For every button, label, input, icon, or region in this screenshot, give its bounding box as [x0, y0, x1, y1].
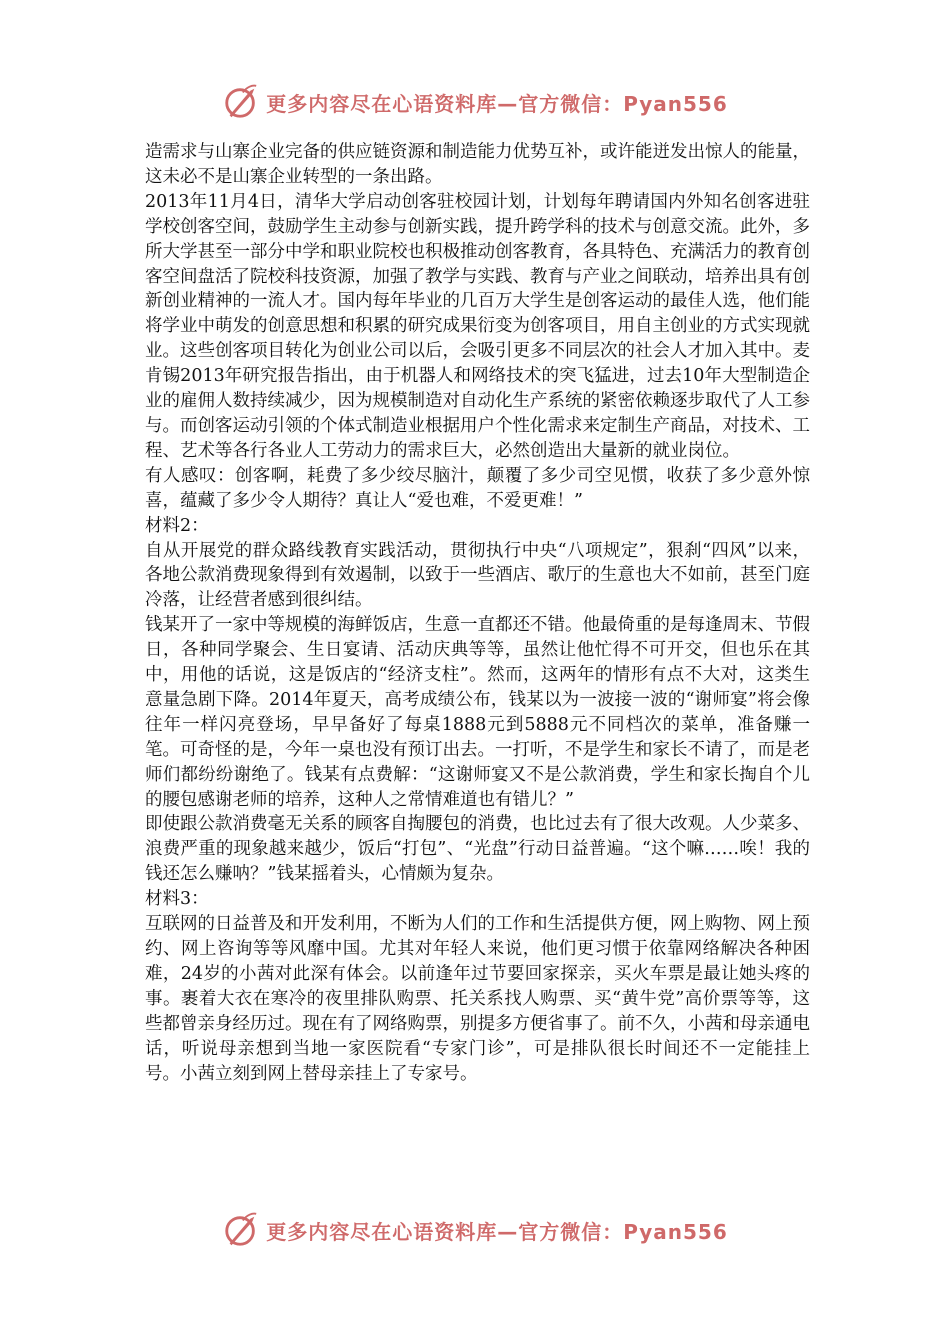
paragraph: 即使跟公款消费毫无关系的顾客自掏腰包的消费，也比过去有了很大改观。人少菜多、浪费严重的现象越来越少，饭后“打包”、“光盘”行动日益普遍。“这个嘛……唉！我的钱还怎么赚呐？”钱某摇着头，心情颇为复杂。: [145, 814, 810, 885]
header-banner-text: 更多内容尽在心语资料库—官方微信：Pyan556: [266, 91, 728, 116]
paragraph: 钱某开了一家中等规模的海鲜饭店，生意一直都还不错。他最倚重的是每逢周末、节假日，各种同学聚会、生日宴请、活动庆典等等，虽然让他忙得不可开交，但也乐在其中，用他的话说，这是饭店的“经济支柱”。然而，这两年的情形有点不大对，这类生意量急剧下降。2014年夏天，高考成绩公布，钱某以为一波接一波的“谢师宴”将会像往年一样闪亮登场，早早备好了每桌1888元到5888元不同档次的菜单，准备赚一笔。可奇怪的是，今年一桌也没有预订出去。一打听，不是学生和家长不请了，而是老师们都纷纷谢绝了。钱某有点费解：“这谢师宴又不是公款消费，学生和家长掏自个儿的腰包感谢老师的培养，这种人之常情难道也有错儿？”: [145, 615, 810, 810]
paragraph: 自从开展党的群众路线教育实践活动，贯彻执行中央“八项规定”，狠刹“四风”以来，各地公款消费现象得到有效遏制，以致于一些酒店、歌厅的生意也大不如前，甚至门庭冷落，让经营者感到很纠结。: [145, 540, 810, 611]
header-banner: [0, 80, 950, 124]
document-body: [145, 140, 810, 1086]
footer-banner-text: 更多内容尽在心语资料库—官方微信：Pyan556: [266, 1219, 728, 1244]
footer-banner: [0, 1208, 950, 1252]
paragraph: 有人感叹：创客啊，耗费了多少绞尽脑汁，颠覆了多少司空见惯，收获了多少意外惊喜，蕴藏了多少令人期待？真让人“爱也难，不爱更难！”: [145, 465, 810, 511]
paragraph: 互联网的日益普及和开发利用，不断为人们的工作和生活提供方便，网上购物、网上预约、网上咨询等等风靡中国。尤其对年轻人来说，他们更习惯于依靠网络解决各种困难，24岁的小茜对此深有体会。以前逢年过节要回家探亲，买火车票是最让她头疼的事。裹着大衣在寒冷的夜里排队购票、托关系找人购票、买“黄牛党”高价票等等，这些都曾亲身经历过。现在有了网络购票，别提多方便省事了。前不久，小茜和母亲通电话，听说母亲想到当地一家医院看“专家门诊”，可是排队很长时间还不一定能挂上号。小茜立刻到网上替母亲挂上了专家号。: [145, 914, 810, 1084]
pen-quill-logo-icon: [222, 1211, 260, 1249]
pen-quill-logo-icon: [222, 83, 260, 121]
section-heading: 材料3：: [145, 889, 209, 910]
paragraph: 2013年11月4日，清华大学启动创客驻校园计划，计划每年聘请国内外知名创客进驻学校创客空间，鼓励学生主动参与创新实践，提升跨学科的技术与创意交流。此外，多所大学甚至一部分中学和职业院校也积极推动创客教育，各具特色、充满活力的教育创客空间盘活了院校科技资源，加强了教学与实践、教育与产业之间联动，培养出具有创新创业精神的一流人才。国内每年毕业的几百万大学生是创客运动的最佳人选，他们能将学业中萌发的创意思想和积累的研究成果衍变为创客项目，用自主创业的方式实现就业。这些创客项目转化为创业公司以后，会吸引更多不同层次的社会人才加入其中。麦肯锡2013年研究报告指出，由于机器人和网络技术的突飞猛进，过去10年大型制造企业的雇佣人数持续减少，因为规模制造对自动化生产系统的紧密依赖逐步取代了人工参与。而创客运动引领的个体式制造业根据用户个性化需求来定制生产商品，对技术、工程、艺术等各行各业人工劳动力的需求巨大，必然创造出大量新的就业岗位。: [145, 191, 810, 461]
paragraph: 造需求与山寨企业完备的供应链资源和制造能力优势互补，或许能迸发出惊人的能量，这未必不是山寨企业转型的一条出路。: [145, 142, 810, 187]
section-heading: 材料2：: [145, 515, 209, 536]
